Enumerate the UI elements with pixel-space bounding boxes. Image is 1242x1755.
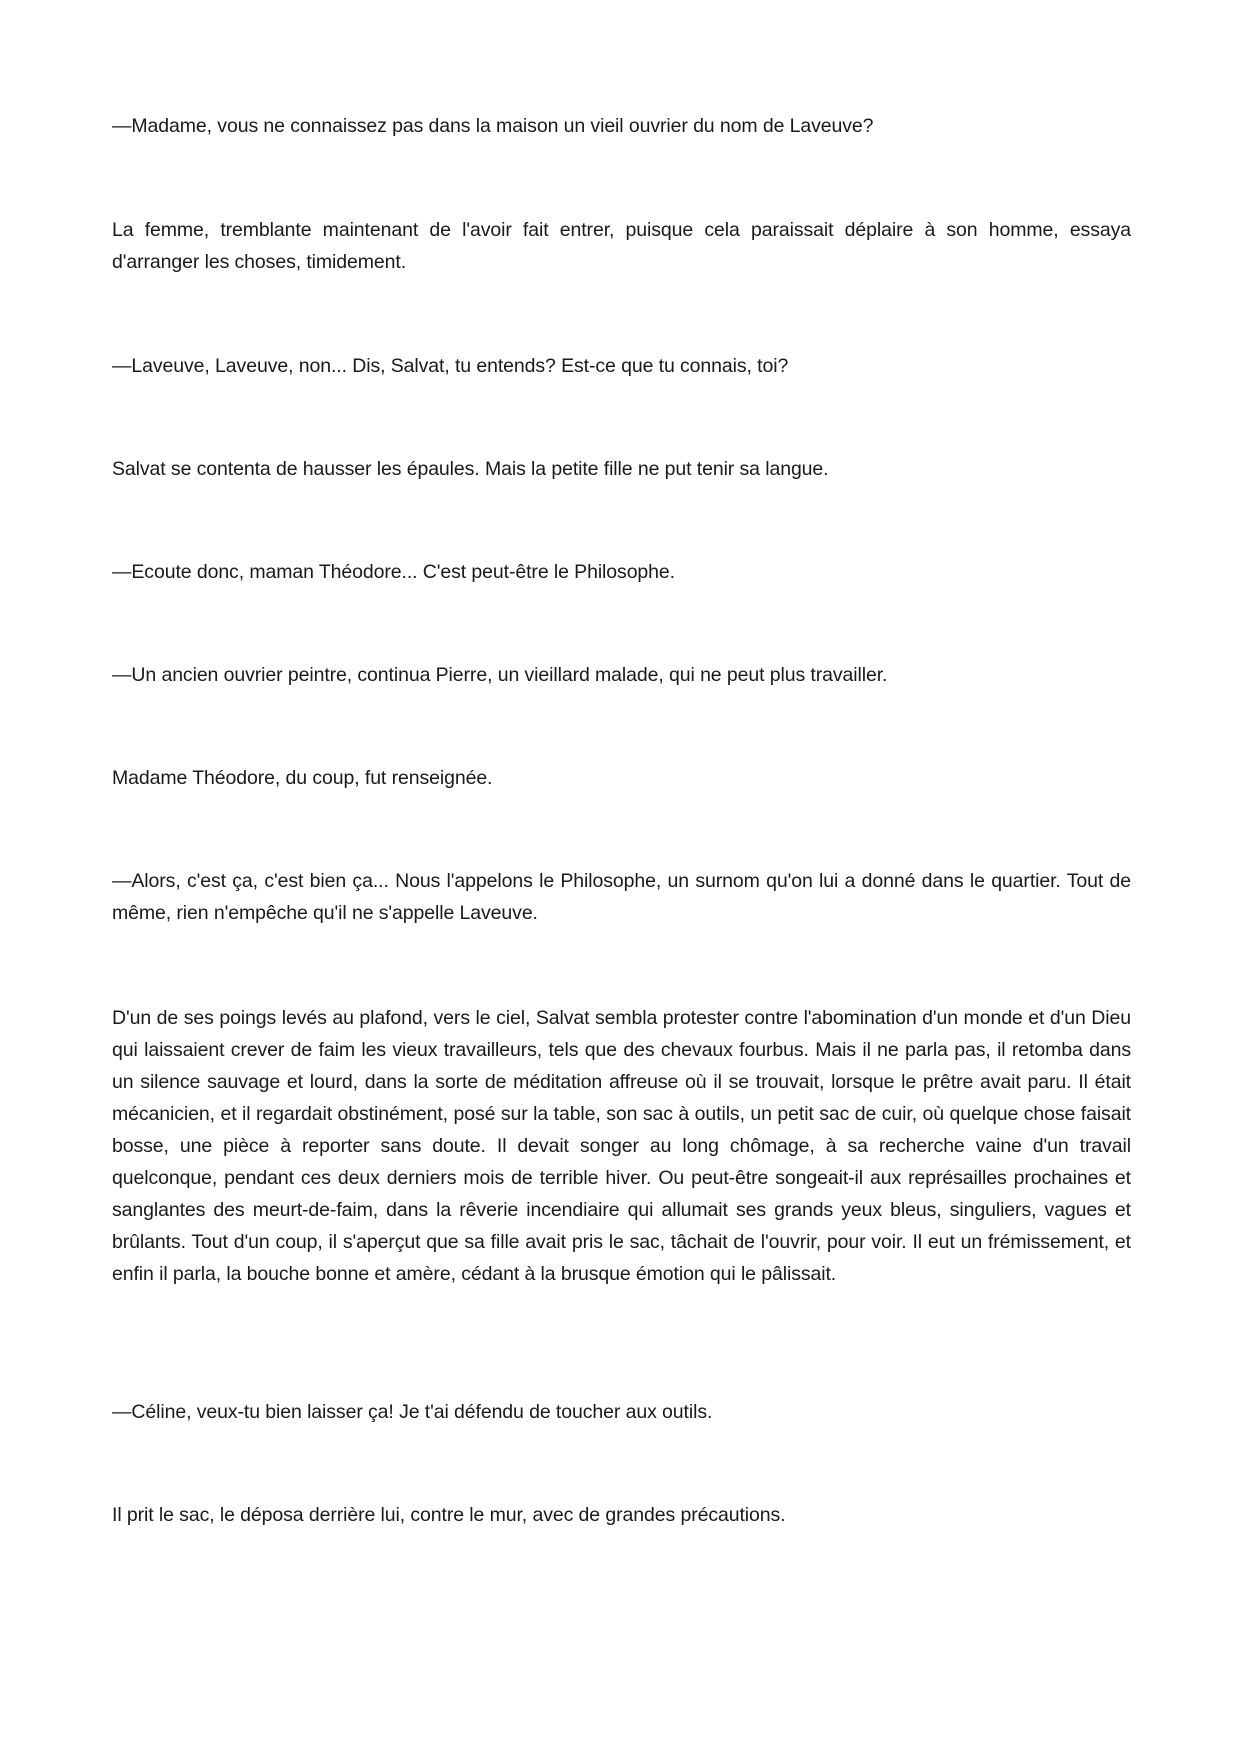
paragraph-6: —Un ancien ouvrier peintre, continua Pierre, un vieillard malade, qui ne peut plus travailler.: [112, 664, 888, 686]
paragraph-7: Madame Théodore, du coup, fut renseignée.: [112, 767, 493, 789]
paragraph-4: Salvat se contenta de hausser les épaules. Mais la petite fille ne put tenir sa langue.: [112, 458, 829, 480]
paragraph-1: —Madame, vous ne connaissez pas dans la maison un vieil ouvrier du nom de Laveuve?: [112, 115, 874, 137]
paragraph-9: D'un de ses poings levés au plafond, vers le ciel, Salvat sembla protester contre l'abomination d'un monde et d'un Dieu qui laissaient crever de faim les vieux travailleurs, tels que des chevaux fourbus. Mais il ne parla pas, il retomba dans un silence sauvage et lourd, dans la sorte de méditation affreuse où il se trouvait, lorsque le prêtre avait paru. Il était mécanicien, et il regardait obstinément, posé sur la table, son sac à outils, un petit sac de cuir, où quelque chose faisait bosse, une pièce à reporter sans doute. Il devait songer au long chômage, à sa recherche vaine d'un travail quelconque, pendant ces deux derniers mois de terrible hiver. Ou peut-être songeait-il aux représailles prochaines et sanglantes des meurt-de-faim, dans la rêverie incendiaire qui allumait ses grands yeux bleus, singuliers, vagues et brûlants. Tout d'un coup, il s'aperçut que sa fille avait pris le sac, tâchait de l'ouvrir, pour voir. Il eut un frémissement, et enfin il parla, la bouche bonne et amère, cédant à la brusque émotion qui le pâlissait.: [112, 1007, 1131, 1285]
paragraph-5: —Ecoute donc, maman Théodore... C'est peut-être le Philosophe.: [112, 561, 675, 583]
paragraph-8: —Alors, c'est ça, c'est bien ça... Nous l'appelons le Philosophe, un surnom qu'on lui a donné dans le quartier. Tout de même, rien n'empêche qu'il ne s'appelle Laveuve.: [112, 870, 1131, 924]
paragraph-10: —Céline, veux-tu bien laisser ça! Je t'ai défendu de toucher aux outils.: [112, 1401, 713, 1423]
paragraph-2: La femme, tremblante maintenant de l'avoir fait entrer, puisque cela paraissait déplaire à son homme, essaya d'arranger les choses, timidement.: [112, 219, 1131, 273]
paragraph-11: Il prit le sac, le déposa derrière lui, contre le mur, avec de grandes précautions.: [112, 1504, 786, 1526]
paragraph-3: —Laveuve, Laveuve, non... Dis, Salvat, tu entends? Est-ce que tu connais, toi?: [112, 355, 789, 377]
